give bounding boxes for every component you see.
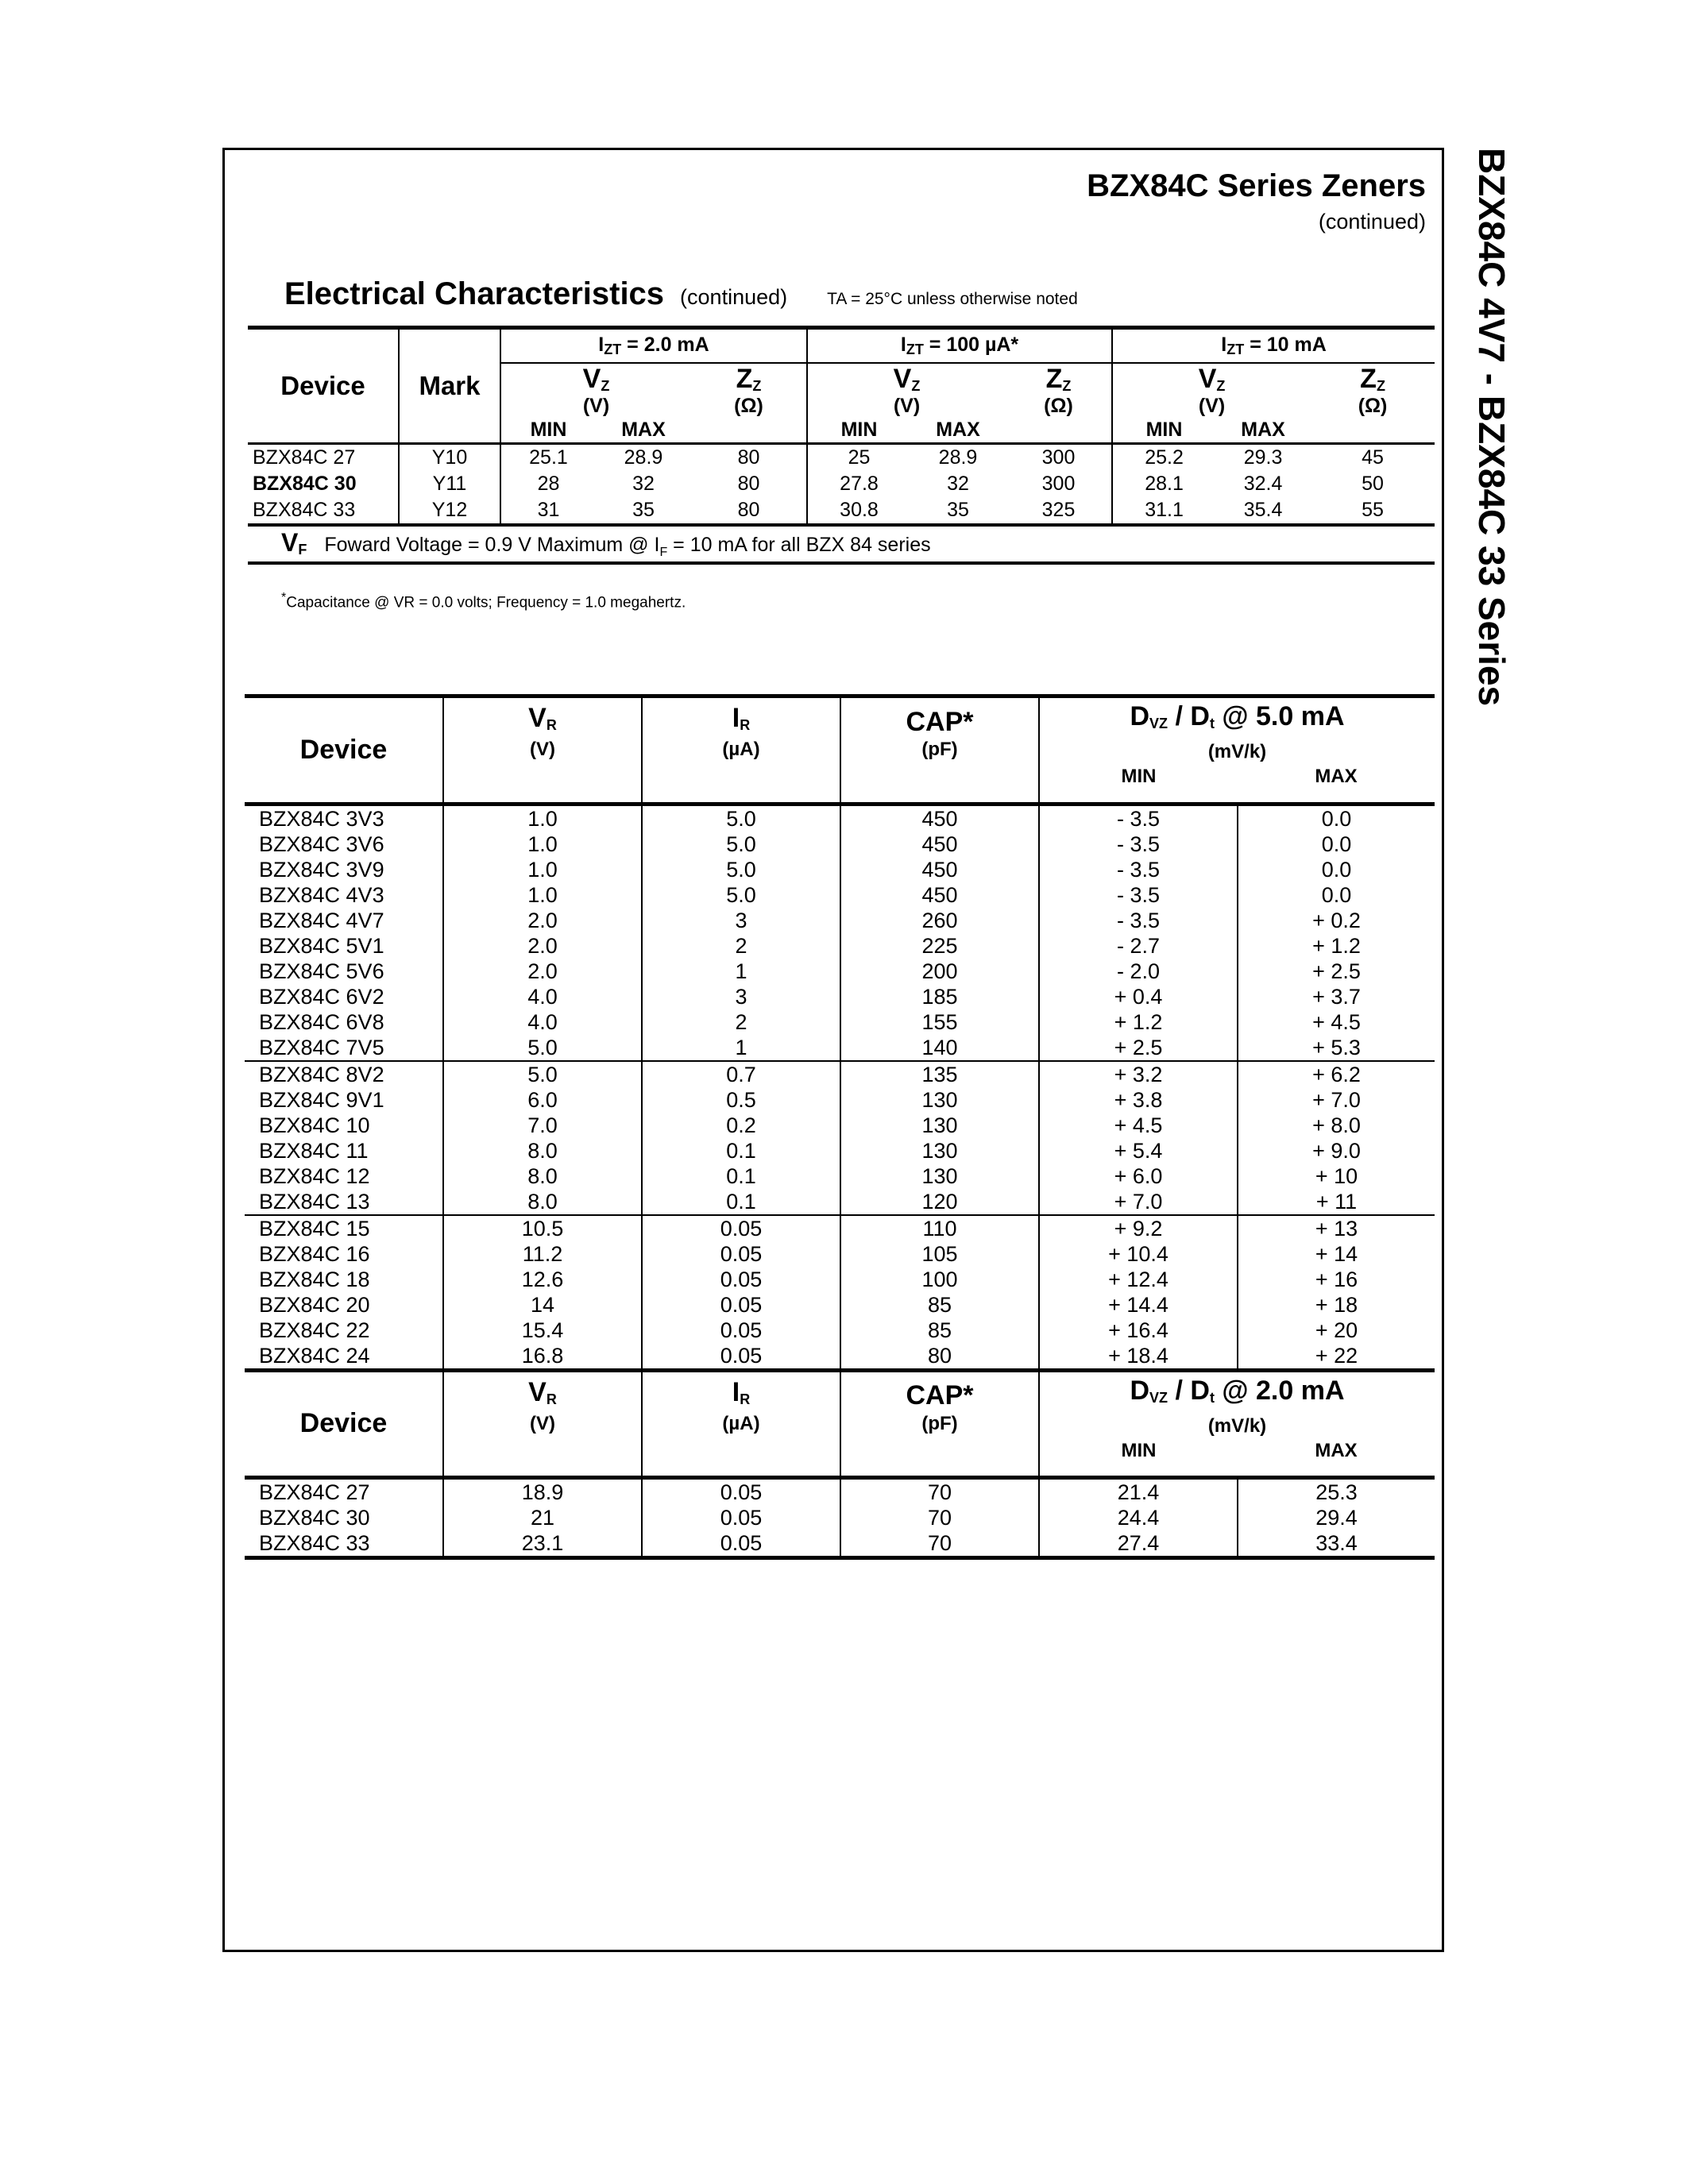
table-row: BZX84C 24 16.8 0.05 80 + 18.4 + 22 xyxy=(245,1343,1435,1371)
table-row: BZX84C 3V6 1.0 5.0 450 - 3.5 0.0 xyxy=(245,832,1435,857)
max-label: MAX xyxy=(621,419,666,442)
table-row: BZX84C 3V3 1.0 5.0 450 - 3.5 0.0 xyxy=(245,804,1435,832)
min-label: MIN xyxy=(500,419,596,444)
zz-unit: (Ω) xyxy=(1358,395,1388,417)
table-row: BZX84C 10 7.0 0.2 130 + 4.5 + 8.0 xyxy=(245,1113,1435,1138)
vz-unit: (V) xyxy=(807,395,1006,419)
table-row: BZX84C 13 8.0 0.1 120 + 7.0 + 11 xyxy=(245,1189,1435,1215)
table-row: BZX84C 4V7 2.0 3 260 - 3.5 + 0.2 xyxy=(245,908,1435,933)
cap-unit: (pF) xyxy=(840,1413,1039,1478)
side-title: BZX84C 4V7 - BZX84C 33 Series xyxy=(1471,148,1512,707)
ir-unit: (µA) xyxy=(642,1413,840,1478)
dvz-header: DVZ / Dt @ 2.0 mA xyxy=(1039,1370,1435,1413)
table-row: BZX84C 5V6 2.0 1 200 - 2.0 + 2.5 xyxy=(245,959,1435,984)
min-label: MIN xyxy=(1121,1439,1157,1461)
dvz-header: DVZ / Dt @ 5.0 mA xyxy=(1039,696,1435,739)
table-row: BZX84C 6V2 4.0 3 185 + 0.4 + 3.7 xyxy=(245,984,1435,1009)
dvz-unit: (mV/k) xyxy=(1207,741,1267,762)
dvz-unit: (mV/k) xyxy=(1207,1414,1267,1437)
table-row: BZX84C 7V5 5.0 1 140 + 2.5 + 5.3 xyxy=(245,1035,1435,1061)
cap-header: CAP* xyxy=(840,696,1039,739)
table-row: BZX84C 30 21 0.05 70 24.4 29.4 xyxy=(245,1505,1435,1530)
doc-subtitle: (continued) xyxy=(1318,210,1426,233)
vr-unit: (V) xyxy=(443,739,642,804)
zz-unit: (Ω) xyxy=(734,395,763,417)
section-continued: (continued) xyxy=(680,285,788,309)
table-row: BZX84C 8V2 5.0 0.7 135 + 3.2 + 6.2 xyxy=(245,1061,1435,1087)
characteristics-table xyxy=(248,326,1435,565)
table-row: BZX84C 33 23.1 0.05 70 27.4 33.4 xyxy=(245,1530,1435,1558)
table-row: BZX84C 16 11.2 0.05 105 + 10.4 + 14 xyxy=(245,1241,1435,1267)
zz-unit: (Ω) xyxy=(1044,395,1073,417)
izt-group-3: IZT = 10 mA xyxy=(1112,328,1435,363)
vz-header: VZ xyxy=(807,363,1006,395)
table-row: BZX84C 11 8.0 0.1 130 + 5.4 + 9.0 xyxy=(245,1138,1435,1163)
table-row: BZX84C 18 12.6 0.05 100 + 12.4 + 16 xyxy=(245,1267,1435,1292)
table-row: BZX84C 27 18.9 0.05 70 21.4 25.3 xyxy=(245,1478,1435,1506)
vz-unit: (V) xyxy=(1112,395,1311,419)
ir-unit: (µA) xyxy=(642,739,840,804)
table-row: BZX84C 33 Y12 31 35 80 30.8 35 325 31.1 35.4 55 xyxy=(248,497,1435,525)
ir-header: IR xyxy=(642,1370,840,1413)
section-note: TA = 25°C unless otherwise noted xyxy=(827,290,1078,308)
min-label: MIN xyxy=(1112,419,1215,444)
table-row: BZX84C 3V9 1.0 5.0 450 - 3.5 0.0 xyxy=(245,857,1435,882)
vz-header: VZ xyxy=(1112,363,1311,395)
table-row: BZX84C 20 14 0.05 85 + 14.4 + 18 xyxy=(245,1292,1435,1318)
mark-header: Mark xyxy=(399,328,500,444)
vr-header: VR xyxy=(443,696,642,739)
min-label: MIN xyxy=(1121,766,1157,787)
forward-voltage-row: VF Foward Voltage = 0.9 V Maximum @ $I_F = 10$ mA for all BZX 84 series xyxy=(248,525,1435,563)
table-row: BZX84C 5V1 2.0 2 225 - 2.7 + 1.2 xyxy=(245,933,1435,959)
device-header: Device xyxy=(245,1370,443,1478)
zz-header: ZZ xyxy=(1360,363,1385,394)
zz-header: ZZ xyxy=(736,363,762,394)
vr-header: VR xyxy=(443,1370,642,1413)
table-row: BZX84C 12 8.0 0.1 130 + 6.0 + 10 xyxy=(245,1163,1435,1189)
cap-header: CAP* xyxy=(840,1370,1039,1413)
table-row: BZX84C 30 Y11 28 32 80 27.8 32 300 28.1 32.4 50 xyxy=(248,471,1435,497)
section-title: Electrical Characteristics xyxy=(284,276,665,311)
table-row: BZX84C 15 10.5 0.05 110 + 9.2 + 13 xyxy=(245,1215,1435,1241)
table-row: BZX84C 22 15.4 0.05 85 + 16.4 + 20 xyxy=(245,1318,1435,1343)
device-header: Device xyxy=(248,328,399,444)
izt-group-1: IZT = 2.0 mA xyxy=(500,328,807,363)
doc-title: BZX84C Series Zeners xyxy=(1087,168,1426,203)
device-header: Device xyxy=(245,696,443,805)
max-label: MAX xyxy=(1315,766,1358,787)
max-label: MAX xyxy=(1241,419,1285,442)
vz-header: VZ xyxy=(500,363,691,395)
min-label: MIN xyxy=(807,419,910,444)
cap-unit: (pF) xyxy=(840,739,1039,804)
zz-header: ZZ xyxy=(1045,363,1072,394)
table-row: BZX84C 6V8 4.0 2 155 + 1.2 + 4.5 xyxy=(245,1009,1435,1035)
section-heading xyxy=(284,276,1078,312)
vz-unit: (V) xyxy=(500,395,691,419)
table-row: BZX84C 27 Y10 25.1 28.9 80 25 28.9 300 25.2 29.3 45 xyxy=(248,444,1435,472)
vr-unit: (V) xyxy=(443,1413,642,1478)
zener-specs-table xyxy=(245,694,1435,1560)
izt-group-2: IZT = 100 µA* xyxy=(807,328,1112,363)
capacitance-footnote: *Capacitance @ VR = 0.0 volts; Frequency = 1.0 megahertz. xyxy=(281,591,686,612)
ir-header: IR xyxy=(642,696,840,739)
max-label: MAX xyxy=(936,419,980,442)
table-row: BZX84C 9V1 6.0 0.5 130 + 3.8 + 7.0 xyxy=(245,1087,1435,1113)
max-label: MAX xyxy=(1315,1439,1358,1461)
table-row: BZX84C 4V3 1.0 5.0 450 - 3.5 0.0 xyxy=(245,882,1435,908)
